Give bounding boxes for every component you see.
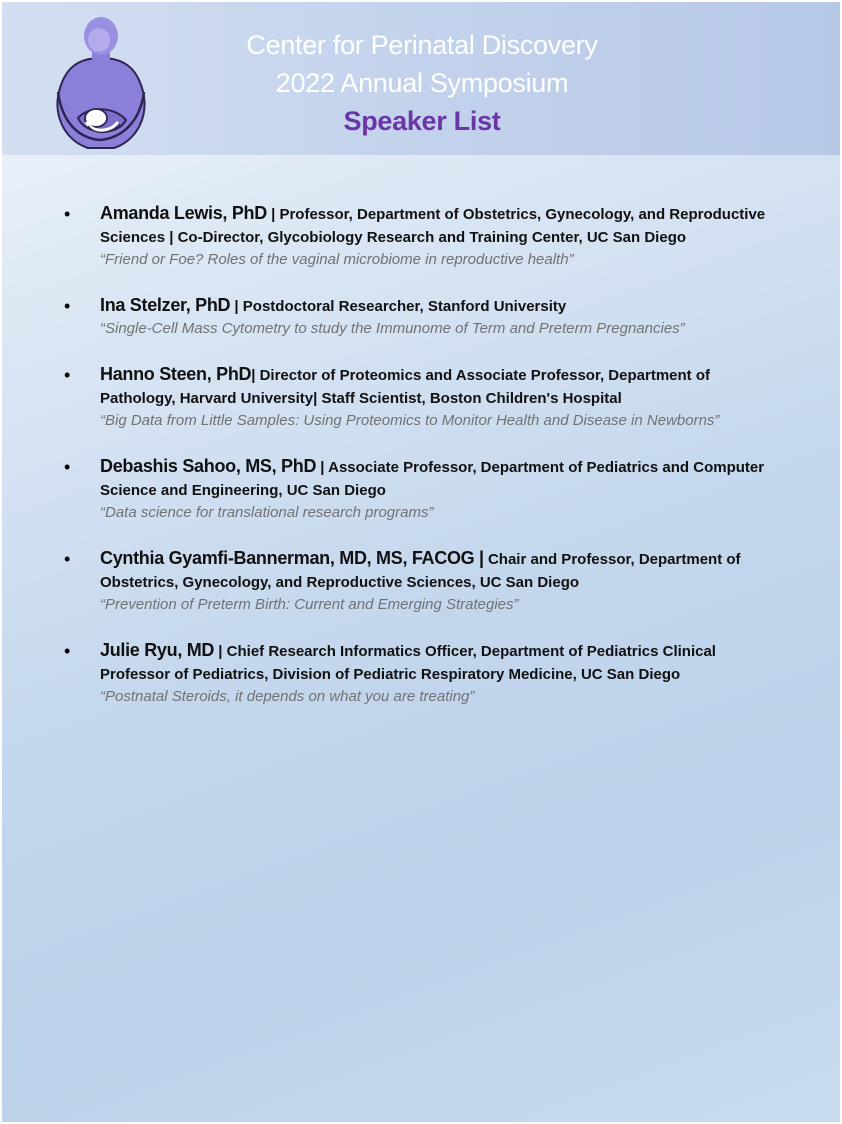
speaker-item — [2, 639, 840, 708]
speaker-info — [100, 202, 770, 249]
speaker-item — [2, 202, 840, 271]
speaker-name: Julie Ryu, MD — [100, 640, 215, 660]
speaker-details: | Professor, Department of Obstetrics, Gynecology, and Reproductive Sciences | Co-Director, Glycobiology Research and Training Center, UC San Diego — [100, 206, 766, 246]
bullet-icon: • — [64, 549, 71, 569]
speaker-item — [2, 547, 840, 616]
bullet-icon: • — [64, 296, 71, 316]
header-banner — [2, 2, 840, 155]
title-line-1: Center for Perinatal Discovery — [246, 30, 598, 60]
speaker-info — [100, 455, 770, 502]
speaker-list — [2, 202, 840, 731]
header-titles — [192, 26, 652, 140]
speaker-name: Cynthia Gyamfi-Bannerman, MD, MS, FACOG | — [100, 548, 484, 568]
bullet-icon: • — [64, 457, 71, 477]
page — [2, 2, 840, 1122]
mother-and-baby-icon — [48, 10, 154, 152]
speaker-details: | Associate Professor, Department of Pediatrics and Computer Science and Engineering, UC San Diego — [100, 459, 765, 499]
speaker-name: Amanda Lewis, PhD — [100, 203, 267, 223]
speaker-name: Debashis Sahoo, MS, PhD — [100, 456, 317, 476]
speaker-info — [100, 363, 770, 410]
bullet-icon: • — [64, 641, 71, 661]
bullet-icon: • — [64, 365, 71, 385]
talk-title: “Postnatal Steroids, it depends on what you are treating” — [100, 688, 475, 705]
title-line-2: 2022 Annual Symposium — [275, 68, 569, 98]
talk-title: “Single-Cell Mass Cytometry to study the Immunome of Term and Preterm Pregnancies” — [100, 320, 685, 337]
speaker-info — [100, 639, 770, 686]
speaker-details: | Director of Proteomics and Associate Professor, Department of Pathology, Harvard University| Staff Scientist, Boston Children's Hospital — [100, 367, 710, 407]
speaker-details: | Chief Research Informatics Officer, Department of Pediatrics Clinical Professor of Pediatrics, Division of Pediatric Respiratory Medicine, UC San Diego — [100, 643, 716, 683]
speaker-info — [100, 547, 770, 594]
speaker-item — [2, 294, 840, 340]
speaker-item — [2, 363, 840, 432]
bullet-icon: • — [64, 204, 71, 224]
speaker-details: | Postdoctoral Researcher, Stanford University — [230, 298, 567, 315]
speaker-name: Hanno Steen, PhD — [100, 364, 252, 384]
subtitle: Speaker List — [343, 106, 501, 136]
talk-title: “Data science for translational research programs” — [100, 504, 434, 521]
talk-title: “Big Data from Little Samples: Using Proteomics to Monitor Health and Disease in Newborns” — [100, 412, 720, 429]
speaker-info — [100, 294, 770, 318]
speaker-details: Chair and Professor, Department of Obstetrics, Gynecology, and Reproductive Sciences, UC San Diego — [100, 551, 741, 591]
talk-title: “Friend or Foe? Roles of the vaginal microbiome in reproductive health” — [100, 251, 574, 268]
talk-title: “Prevention of Preterm Birth: Current and Emerging Strategies” — [100, 596, 519, 613]
speaker-item — [2, 455, 840, 524]
speaker-name: Ina Stelzer, PhD — [100, 295, 231, 315]
